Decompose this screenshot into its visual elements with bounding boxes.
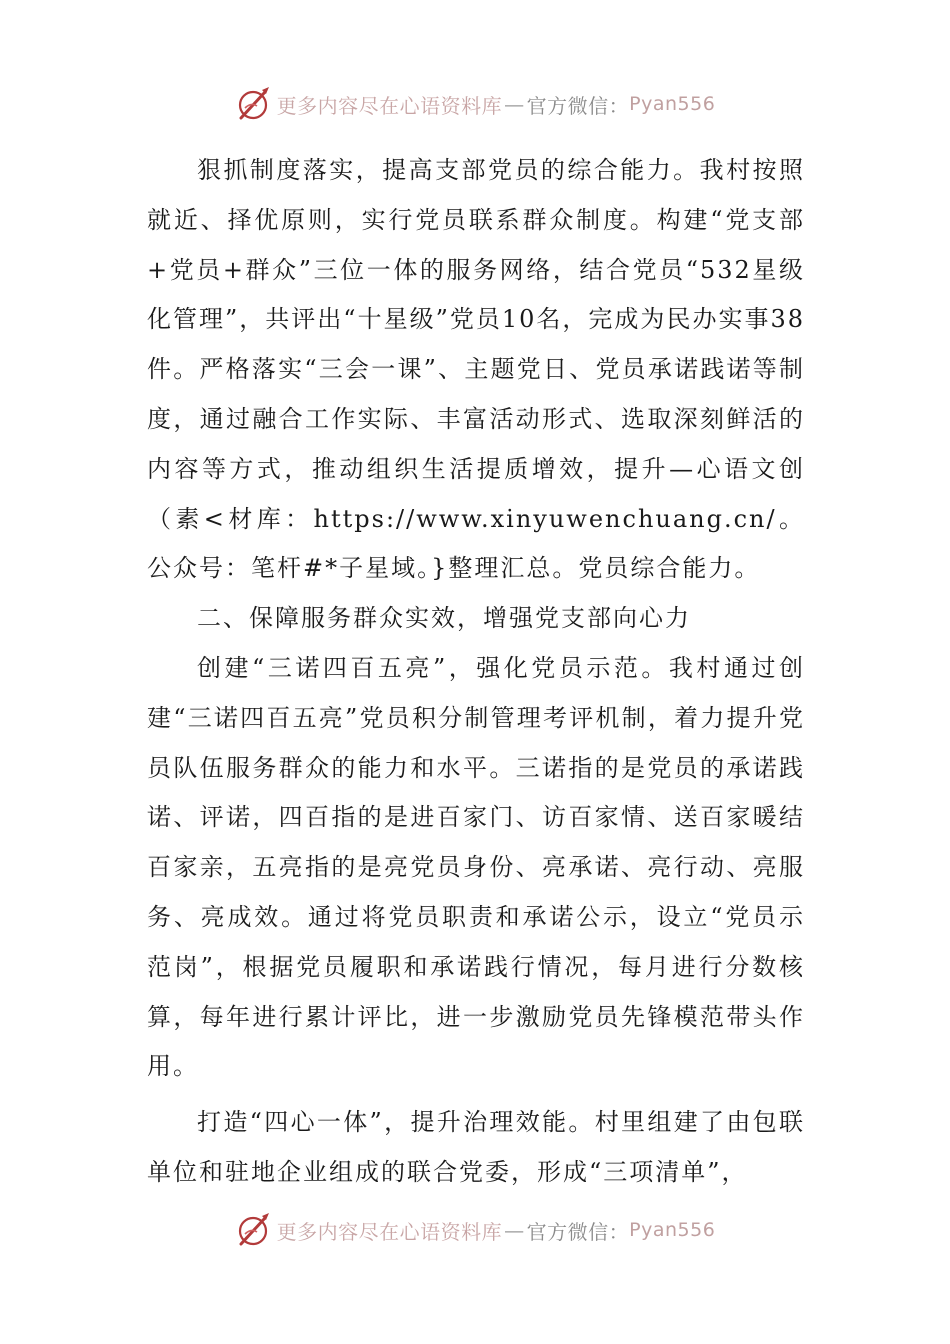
- header-watermark-banner: [0, 82, 950, 126]
- section-heading-2: 二、保障服务群众实效，增强党支部向心力: [197, 604, 691, 633]
- pen-logo-icon: [235, 84, 275, 124]
- pen-logo-icon: [235, 1210, 275, 1250]
- paragraph-3: 创建“三诺四百五亮”，强化党员示范。我村通过创建“三诺四百五亮”党员积分制管理考评机制，着力提升党员队伍服务群众的能力和水平。三诺指的是党员的承诺践诺、评诺，四百指的是进百家门、访百家情、送百家暖结百家亲，五亮指的是亮党员身份、亮承诺、亮行动、亮服务、亮成效。通过将党员职责和承诺公示，设立“党员示范岗”，根据党员履职和承诺践行情况，每月进行分数核算，每年进行累计评比，进一步激励党员先锋模范带头作用。: [147, 653, 805, 1081]
- banner-wechat-label: 官方微信：: [526, 93, 630, 118]
- banner-dash: —: [504, 92, 525, 116]
- banner-wechat-id: Pyan556: [629, 1219, 716, 1241]
- banner-wechat-label: 官方微信：: [526, 1219, 630, 1244]
- paragraph-4: 打造“四心一体”，提升治理效能。村里组建了由包联单位和驻地企业组成的联合党委，形成“三项清单”，: [147, 1108, 805, 1186]
- document-body: [147, 146, 805, 1198]
- footer-watermark-banner: [0, 1208, 950, 1252]
- banner-dash: —: [504, 1218, 525, 1242]
- banner-main-text: 更多内容尽在心语资料库: [276, 93, 503, 118]
- paragraph-1: 狠抓制度落实，提高支部党员的综合能力。我村按照就近、择优原则，实行党员联系群众制度。构建“党支部+党员+群众”三位一体的服务网络，结合党员“532星级化管理”，共评出“十星级”党员10名，完成为民办实事38件。严格落实“三会一课”、主题党日、党员承诺践诺等制度，通过融合工作实际、丰富活动形式、选取深刻鲜活的内容等方式，推动组织生活提质增效，提升—心语文创（素<材库：https://www.xinyuwenchuang.cn/。公众号：笔杆#*子星域。}整理汇总。党员综合能力。: [147, 156, 805, 583]
- banner-main-text: 更多内容尽在心语资料库: [276, 1219, 503, 1244]
- banner-wechat-id: Pyan556: [629, 93, 716, 115]
